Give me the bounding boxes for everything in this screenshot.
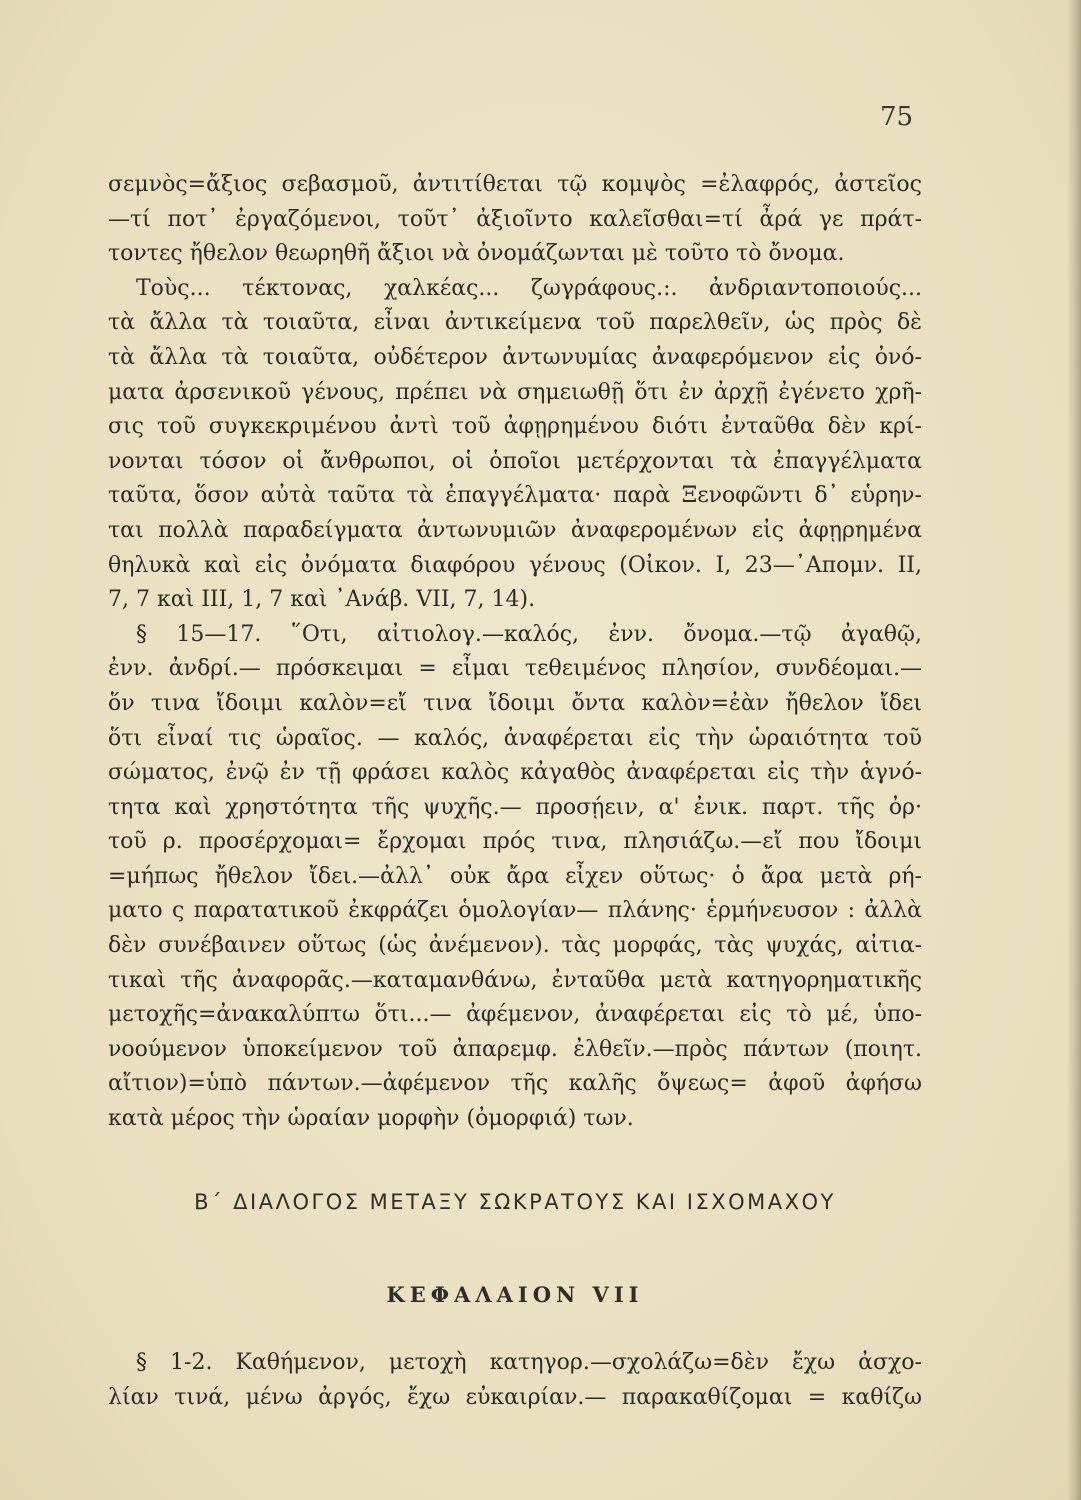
chapter-heading: ΚΕΦΑΛΑΙΟΝ VII: [386, 1282, 644, 1307]
page-number: 75: [880, 102, 914, 132]
text-line: σις τοῦ συγκεκριμένου ἀντὶ τοῦ ἀφῃρημένου διότι ἐνταῦθα δὲν κρί-: [108, 414, 922, 440]
commentary-text: [108, 168, 922, 1137]
text-line: τικαὶ τῆς ἀναφορᾶς.—καταμανθάνω, ἐνταῦθα μετὰ κατηγορηματικῆς: [108, 967, 922, 993]
text-line: τοῦ ρ. προσέρχομαι= ἔρχομαι πρός τινα, πλησιάζω.—εἴ που ἴδοιμι: [108, 829, 922, 855]
dialogue-heading: Β΄ ΔΙΑΛΟΓΟΣ ΜΕΤΑΞΥ ΣΩΚΡΑΤΟΥΣ ΚΑΙ ΙΣΧΟΜΑΧΟΥ: [194, 1190, 836, 1214]
text-line: αἴτιον)=ὑπὸ πάντων.—ἀφέμενον τῆς καλῆς ὄψεως= ἀφοῦ ἀφήσω: [108, 1071, 922, 1097]
text-line: κατὰ μέρος τὴν ὡραίαν μορφὴν (ὀμορφιά) των.: [108, 1106, 634, 1132]
text-line: =μήπως ἤθελον ἴδει.—ἀλλ᾽ οὐκ ἄρα εἶχεν οὕτως· ὁ ἄρα μετὰ ρή-: [108, 863, 922, 889]
text-line: ὅν τινα ἴδοιμι καλὸν=εἴ τινα ἴδοιμι ὄντα καλὸν=ἐὰν ἤθελον ἴδει: [108, 690, 922, 716]
text-line: § 15—17. ῞Οτι, αἰτιολογ.—καλός, ἐνν. ὄνομα.—τῷ ἀγαθῷ,: [136, 621, 922, 647]
text-line: § 1-2. Καθήμενον, μετοχὴ κατηγορ.—σχολάζω=δὲν ἔχω ἀσχο-: [136, 1350, 922, 1375]
text-line: τητα καὶ χρηστότητα τῆς ψυχῆς.— προσῄειν, α' ἐνικ. παρτ. τῆς ὀρ·: [108, 794, 922, 820]
text-line: τοντες ἤθελον θεωρηθῆ ἄξιοι νὰ ὀνομάζωνται μὲ τοῦτο τὸ ὄνομα.: [108, 241, 845, 267]
text-line: δὲν συνέβαινεν οὕτως (ὡς ἀνέμενον). τὰς μορφάς, τὰς ψυχάς, αἰτια-: [108, 933, 922, 959]
text-line: 7, 7 καὶ III, 1, 7 καὶ ᾽Ανάβ. VII, 7, 14).: [108, 587, 536, 613]
text-line: λίαν τινά, μένω ἀργός, ἔχω εὐκαιρίαν.— παρακαθίζομαι = καθίζω: [108, 1384, 922, 1410]
text-line: νονται τόσον οἱ ἄνθρωποι, οἱ ὁποῖοι μετέρχονται τὰ ἐπαγγέλματα: [108, 448, 922, 474]
text-line: τὰ ἄλλα τὰ τοιαῦτα, εἶναι ἀντικείμενα τοῦ παρελθεῖν, ὡς πρὸς δὲ: [108, 310, 922, 336]
text-line: ὅτι εἶναί τις ὡραῖος. — καλός, ἀναφέρεται εἰς τὴν ὡραιότητα τοῦ: [108, 725, 922, 751]
text-line: σώματος, ἐνῷ ἐν τῇ φράσει καλὸς κἀγαθὸς ἀναφέρεται εἰς τὴν ἁγνό-: [108, 760, 922, 786]
text-line: θηλυκὰ καὶ εἰς ὀνόματα διαφόρου γένους (Οἰκον. I, 23—᾽Απομν. II,: [108, 552, 922, 578]
text-line: Τοὺς... τέκτονας, χαλκέας... ζωγράφους.:. ἀνδριαντοποιούς...: [136, 275, 922, 301]
text-line: ται πολλὰ παραδείγματα ἀντωνυμιῶν ἀναφερομένων εἰς ἀφῃρημένα: [108, 517, 922, 543]
text-line: ματα ἀρσενικοῦ γένους, πρέπει νὰ σημειωθῇ ὅτι ἐν ἀρχῇ ἐγένετο χρῆ-: [108, 379, 922, 405]
text-line: ταῦτα, ὅσον αὐτὰ ταῦτα τὰ ἐπαγγέλματα· παρὰ Ξενοφῶντι δ᾽ εὑρην-: [108, 483, 922, 509]
page-edge-shadow: [1067, 0, 1081, 1500]
text-line: μετοχῆς=ἀνακαλύπτω ὅτι...— ἀφέμενον, ἀναφέρεται εἰς τὸ μέ, ὑπο-: [108, 1002, 922, 1028]
text-line: νοούμενον ὑποκείμενον τοῦ ἀπαρεμφ. ἐλθεῖν.—πρὸς πάντων (ποιητ.: [108, 1036, 922, 1062]
text-line: —τί ποτ᾽ ἐργαζόμενοι, τοῦτ᾽ ἀξιοῖντο καλεῖσθαι=τί ἆρά γε πράτ-: [108, 206, 922, 232]
text-line: σεμνὸς=ἄξιος σεβασμοῦ, ἀντιτίθεται τῷ κομψὸς =ἐλαφρός, ἀστεῖος: [108, 172, 922, 197]
text-line: ἐνν. ἀνδρί.— πρόσκειμαι = εἶμαι τεθειμένος πλησίον, συνδέομαι.—: [108, 656, 922, 682]
chapter-commentary-text: [108, 1346, 922, 1415]
text-line: τὰ ἄλλα τὰ τοιαῦτα, οὐδέτερον ἀντωνυμίας ἀναφερόμενον εἰς ὀνό-: [108, 344, 922, 370]
text-line: ματο ς παρατατικοῦ ἐκφράζει ὁμολογίαν— πλάνης· ἑρμήνευσον : ἀλλὰ: [108, 898, 922, 924]
